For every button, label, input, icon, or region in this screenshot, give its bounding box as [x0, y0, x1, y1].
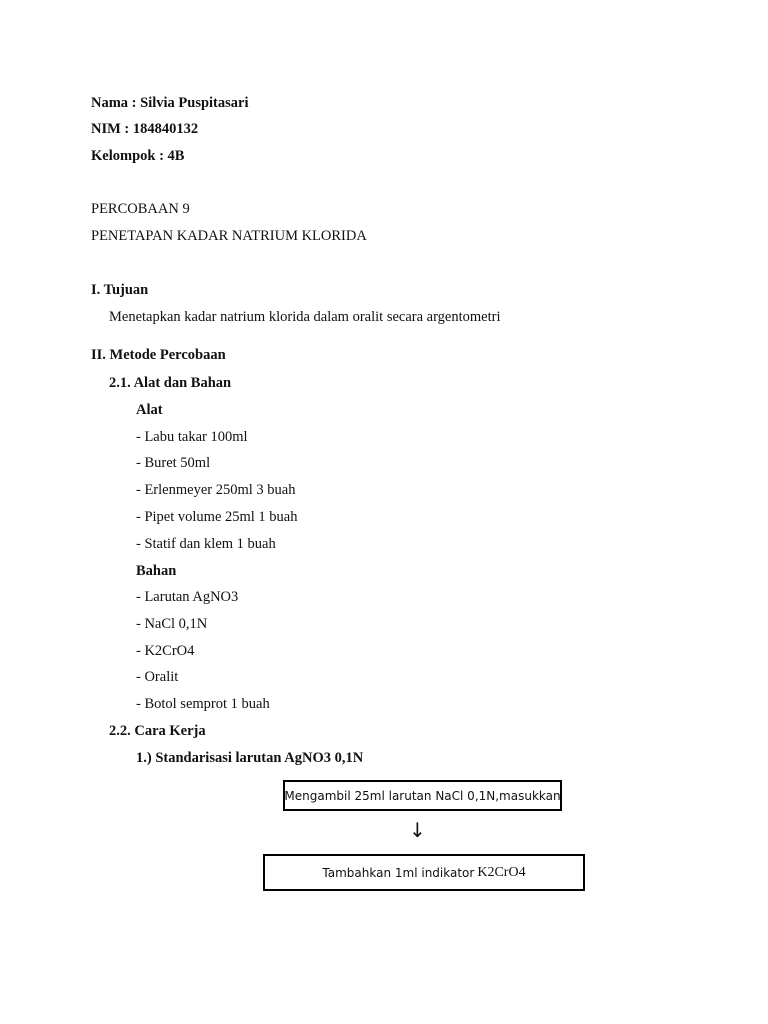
bahan-item: - K2CrO4	[136, 643, 195, 659]
flowchart-step-box	[283, 780, 562, 811]
flowchart-step-reagent: K2CrO4	[477, 864, 526, 880]
flowchart-step-text: Mengambil 25ml larutan NaCl 0,1N,masukkan	[284, 788, 561, 803]
down-arrow-icon: ↓	[409, 818, 426, 842]
alat-heading: Alat	[136, 402, 163, 418]
step1-heading: 1.) Standarisasi larutan AgNO3 0,1N	[136, 750, 364, 766]
alat-item: - Statif dan klem 1 buah	[136, 536, 276, 552]
tujuan-heading: I. Tujuan	[91, 282, 149, 298]
alat-item: - Erlenmeyer 250ml 3 buah	[136, 482, 296, 498]
tujuan-text: Menetapkan kadar natrium klorida dalam oralit secara argentometri	[109, 309, 501, 325]
alat-bahan-heading: 2.1. Alat dan Bahan	[109, 375, 232, 391]
bahan-item: - Botol semprot 1 buah	[136, 696, 270, 712]
alat-item: - Pipet volume 25ml 1 buah	[136, 509, 298, 525]
bahan-item: - Larutan AgNO3	[136, 589, 239, 605]
flowchart-step-text: Tambahkan 1ml indikator	[322, 865, 475, 880]
bahan-item: - NaCl 0,1N	[136, 616, 208, 632]
alat-item: - Labu takar 100ml	[136, 429, 248, 445]
bahan-heading: Bahan	[136, 563, 177, 579]
metode-heading: II. Metode Percobaan	[91, 347, 226, 363]
experiment-title: PENETAPAN KADAR NATRIUM KLORIDA	[91, 228, 367, 244]
bahan-item: - Oralit	[136, 669, 179, 685]
alat-item: - Buret 50ml	[136, 455, 211, 471]
flowchart-step-box	[263, 854, 585, 891]
student-name: Nama : Silvia Puspitasari	[91, 95, 249, 111]
cara-kerja-heading: 2.2. Cara Kerja	[109, 723, 206, 739]
experiment-number: PERCOBAAN 9	[91, 201, 190, 217]
student-group: Kelompok : 4B	[91, 148, 185, 164]
student-nim: NIM : 184840132	[91, 121, 199, 137]
